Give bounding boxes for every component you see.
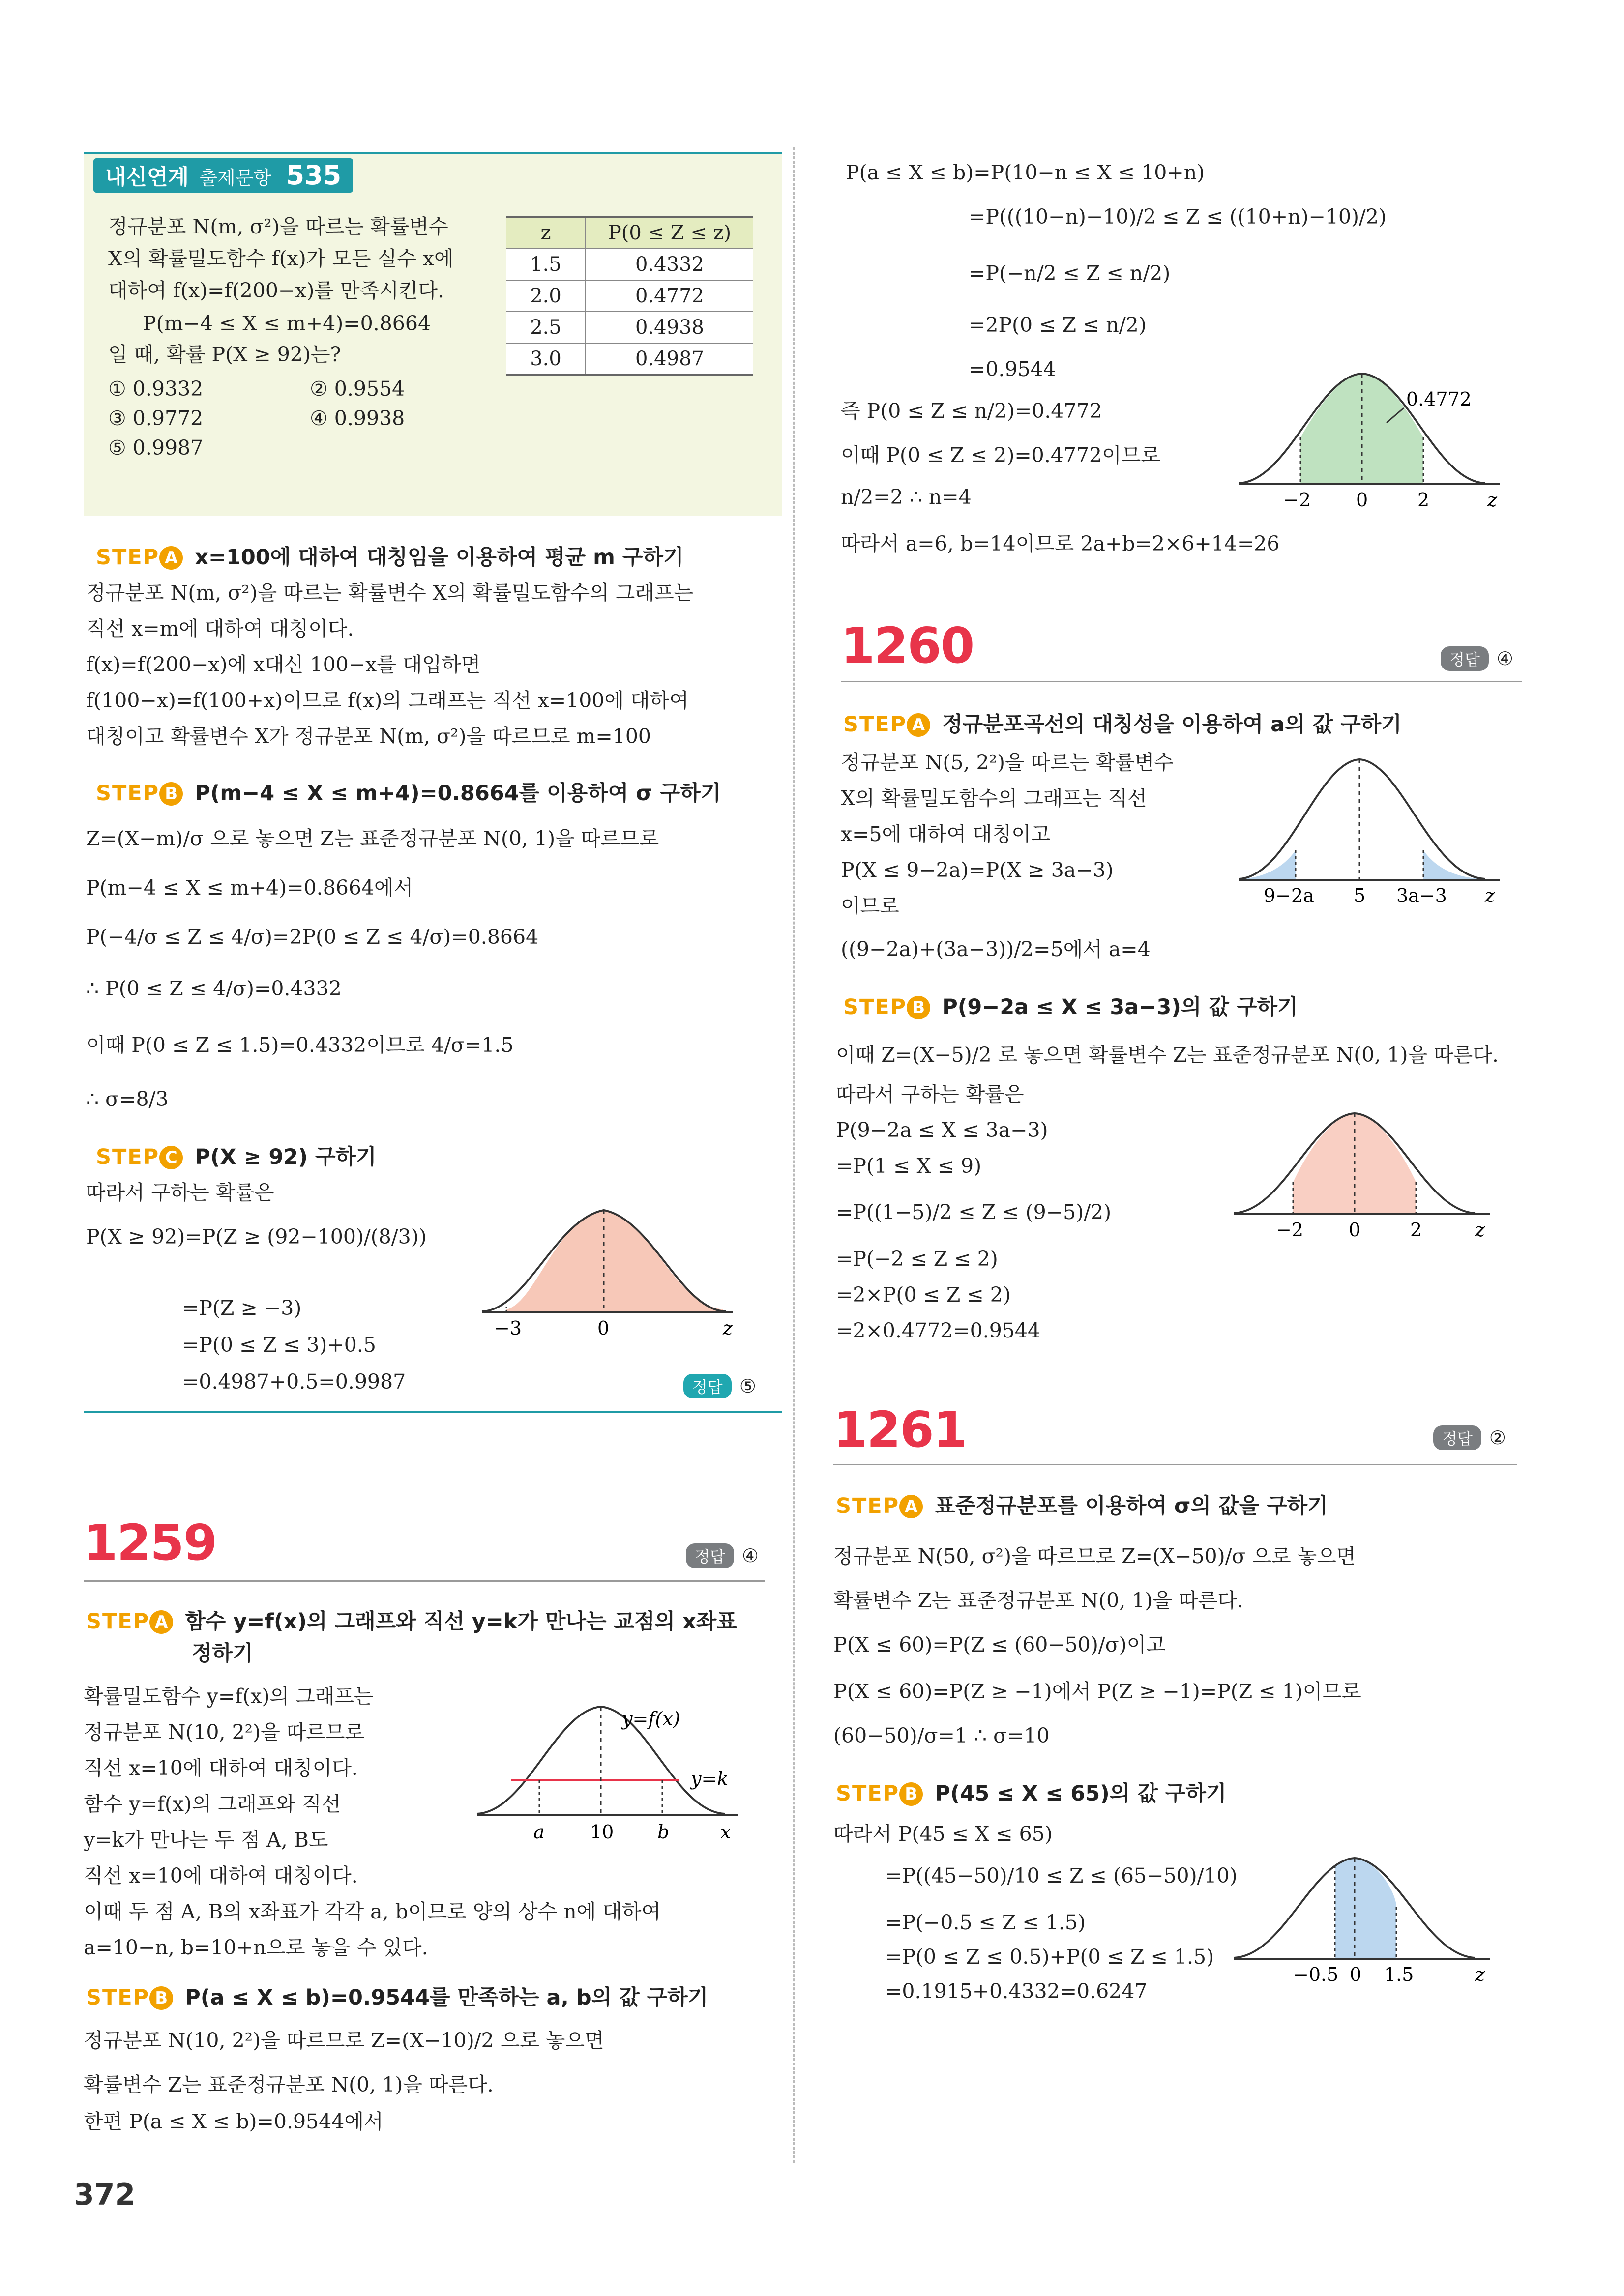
column-divider — [793, 147, 795, 2163]
step-b-1259 — [86, 1981, 708, 2011]
text-line: 직선 x=10에 대하여 대칭이다. — [84, 1864, 358, 1888]
answer-value: ④ — [741, 1545, 759, 1567]
step-badge: A — [159, 546, 183, 570]
tick-label: 10 — [590, 1821, 614, 1843]
tick-label: −2 — [1283, 489, 1311, 511]
step-a-1259 — [86, 1605, 737, 1635]
tick-label: x — [720, 1821, 731, 1843]
step-c-535 — [96, 1140, 377, 1170]
answer-badge: 정답 — [1433, 1425, 1481, 1450]
step-a-1261 — [836, 1489, 1328, 1519]
z-table-header-p: P(0 ≤ Z ≤ z) — [586, 217, 753, 249]
text-line: 정규분포 N(10, 2²)을 따르므로 Z=(X−10)/2 으로 놓으면 — [84, 2029, 604, 2052]
text-line: P(X ≤ 60)=P(Z ≤ (60−50)/σ)이고 — [833, 1633, 1166, 1657]
step-b-1260 — [843, 990, 1298, 1020]
text-line: =P(−n/2 ≤ Z ≤ n/2) — [969, 262, 1171, 285]
answer-1260 — [1441, 646, 1513, 671]
box-tag-label: 출제문항 — [199, 167, 272, 189]
step-label: STEP — [86, 1609, 150, 1634]
label-yk: y=k — [691, 1768, 729, 1790]
text-line: 확률변수 Z는 표준정규분포 N(0, 1)을 따른다. — [84, 2073, 494, 2096]
text-line: P(X ≤ 9−2a)=P(X ≥ 3a−3) — [841, 858, 1114, 882]
text-line: ((9−2a)+(3a−3))/2=5에서 a=4 — [841, 937, 1151, 961]
answer-badge: 정답 — [683, 1374, 732, 1398]
choice-1: ① 0.9332 — [108, 377, 204, 401]
z-table-cell: 0.4772 — [586, 280, 753, 312]
step-badge: B — [907, 996, 930, 1019]
step-a-535 — [96, 541, 684, 571]
tick-label: 1.5 — [1384, 1964, 1414, 1985]
tick-label: z — [1475, 1219, 1485, 1241]
text-line: P(−4/σ ≤ Z ≤ 4/σ)=2P(0 ≤ Z ≤ 4/σ)=0.8664 — [86, 925, 539, 949]
problem-rule — [841, 681, 1522, 682]
tick-label: a — [533, 1821, 545, 1843]
box-top-rule — [84, 152, 782, 154]
text-line: =P((1−5)/2 ≤ Z ≤ (9−5)/2) — [836, 1200, 1112, 1224]
box-tag-number: 535 — [286, 160, 342, 191]
problem-box-535 — [84, 152, 782, 516]
step-badge: B — [149, 1986, 173, 2010]
curve — [1239, 759, 1485, 879]
text-line: 직선 x=10에 대하여 대칭이다. — [84, 1756, 358, 1780]
step-title: P(a ≤ X ≤ b)=0.9544를 만족하는 a, b의 값 구하기 — [185, 1985, 709, 2010]
z-table-cell: 1.5 — [506, 249, 586, 280]
text-line: 함수 y=f(x)의 그래프와 직선 — [84, 1792, 341, 1816]
tick-label: −3 — [494, 1317, 522, 1339]
answer-535 — [683, 1374, 756, 1398]
text-line: =P(1 ≤ X ≤ 9) — [836, 1154, 982, 1178]
step-label: STEP — [836, 1781, 900, 1806]
tick-label: 3a−3 — [1396, 885, 1447, 906]
text-line: 한편 P(a ≤ X ≤ b)=0.9544에서 — [84, 2110, 384, 2133]
text-line: n/2=2 ∴ n=4 — [841, 485, 972, 509]
z-table-cell: 0.4987 — [586, 343, 753, 375]
text-line: 따라서 구하는 확률은 — [836, 1082, 1024, 1106]
text-line: =P(0 ≤ Z ≤ 3)+0.5 — [182, 1333, 376, 1357]
text-line: =0.9544 — [969, 357, 1056, 381]
answer-1259 — [686, 1543, 759, 1568]
text-line: a=10−n, b=10+n으로 놓을 수 있다. — [84, 1936, 428, 1959]
shaded-region — [506, 1210, 723, 1312]
problem-rule — [833, 1464, 1517, 1465]
box-bottom-rule — [84, 1411, 782, 1413]
step-badge: A — [149, 1610, 173, 1634]
step-b-535 — [96, 777, 721, 807]
text-line: P(X ≥ 92)=P(Z ≥ (92−100)/(8/3)) — [86, 1225, 427, 1249]
shaded-region — [1335, 1858, 1396, 1959]
text-line: ∴ σ=8/3 — [86, 1087, 169, 1111]
step-b-1261 — [836, 1777, 1226, 1807]
box-line-1: 정규분포 N(m, σ²)을 따르는 확률변수 — [108, 215, 448, 238]
tick-label: 0 — [597, 1317, 610, 1339]
tick-label: b — [657, 1821, 670, 1843]
label-fx: y=f(x) — [622, 1708, 680, 1730]
box-tag — [93, 158, 353, 193]
text-line: =P((45−50)/10 ≤ Z ≤ (65−50)/10) — [885, 1864, 1238, 1888]
tick-label: −2 — [1276, 1219, 1304, 1241]
text-line: x=5에 대하여 대칭이고 — [841, 822, 1051, 846]
step-label: STEP — [836, 1494, 900, 1518]
fx-yk-graph-1259 — [472, 1696, 747, 1848]
text-line: f(100−x)=f(100+x)이므로 f(x)의 그래프는 직선 x=100에 대하여 — [86, 689, 689, 712]
tick-label: z — [1475, 1964, 1485, 1985]
z-table-cell: 0.4332 — [586, 249, 753, 280]
step-title: 함수 y=f(x)의 그래프와 직선 y=k가 만나는 교점의 x좌표 — [185, 1609, 737, 1634]
step-a-1259-title2: 정하기 — [192, 1641, 253, 1666]
z-table-header-z: z — [506, 217, 586, 249]
step-badge: B — [159, 782, 183, 806]
answer-value: ④ — [1496, 648, 1513, 669]
text-line: 이므로 — [841, 894, 899, 918]
text-line: 따라서 P(45 ≤ X ≤ 65) — [833, 1822, 1053, 1846]
text-line: =2×P(0 ≤ Z ≤ 2) — [836, 1283, 1011, 1307]
box-line-5: 일 때, 확률 P(X ≥ 92)는? — [108, 343, 341, 366]
step-title: 정규분포곡선의 대칭성을 이용하여 a의 값 구하기 — [942, 712, 1402, 737]
box-line-2: X의 확률밀도함수 f(x)가 모든 실수 x에 — [108, 247, 454, 270]
z-table-cell: 0.4938 — [586, 312, 753, 343]
tick-label: 9−2a — [1264, 885, 1314, 906]
step-title: P(9−2a ≤ X ≤ 3a−3)의 값 구하기 — [942, 995, 1298, 1019]
box-line-4: P(m−4 ≤ X ≤ m+4)=0.8664 — [143, 312, 431, 335]
tick-label: 0 — [1356, 489, 1368, 511]
normal-curve-graph-1261 — [1229, 1848, 1505, 1996]
text-line: =P(Z ≥ −3) — [182, 1296, 302, 1320]
text-line: =P(−2 ≤ Z ≤ 2) — [836, 1247, 998, 1271]
tick-label: z — [1485, 885, 1495, 906]
problem-number-1261: 1261 — [833, 1401, 967, 1458]
tick-label: −0.5 — [1293, 1964, 1339, 1985]
answer-badge: 정답 — [1441, 646, 1489, 671]
tick-label: z — [723, 1317, 733, 1339]
step-title: P(m−4 ≤ X ≤ m+4)=0.8664를 이용하여 σ 구하기 — [195, 781, 721, 806]
text-line: P(9−2a ≤ X ≤ 3a−3) — [836, 1118, 1048, 1142]
text-line: 이때 P(0 ≤ Z ≤ 2)=0.4772이므로 — [841, 443, 1160, 467]
answer-badge: 정답 — [686, 1543, 734, 1568]
text-line: (60−50)/σ=1 ∴ σ=10 — [833, 1724, 1050, 1747]
choice-2: ② 0.9554 — [310, 377, 405, 401]
text-line: Z=(X−m)/σ 으로 놓으면 Z는 표준정규분포 N(0, 1)을 따르므로 — [86, 827, 659, 850]
text-line: f(x)=f(200−x)에 x대신 100−x를 대입하면 — [86, 653, 481, 676]
z-table-cell: 3.0 — [506, 343, 586, 375]
text-line: =0.4987+0.5=0.9987 — [182, 1370, 406, 1394]
text-line: X의 확률밀도함수의 그래프는 직선 — [841, 786, 1147, 810]
tick-label: 0 — [1350, 1964, 1362, 1985]
text-line: 정규분포 N(5, 2²)을 따르는 확률변수 — [841, 751, 1174, 774]
step-title: 표준정규분포를 이용하여 σ의 값을 구하기 — [935, 1494, 1328, 1518]
normal-curve-graph-1260b — [1229, 1104, 1505, 1261]
text-line: =0.1915+0.4332=0.6247 — [885, 1979, 1148, 2003]
step-label: STEP — [843, 995, 907, 1019]
normal-curve-graph-1260a — [1234, 750, 1509, 912]
text-line: 정규분포 N(10, 2²)을 따르므로 — [84, 1720, 365, 1744]
normal-curve-graph-535 — [477, 1199, 752, 1347]
shaded-label: 0.4772 — [1406, 388, 1472, 410]
text-line: 정규분포 N(50, σ²)을 따르므로 Z=(X−50)/σ 으로 놓으면 — [833, 1544, 1356, 1568]
text-line: =P(−0.5 ≤ Z ≤ 1.5) — [885, 1911, 1086, 1934]
choice-4: ④ 0.9938 — [310, 407, 405, 430]
z-table-cell: 2.5 — [506, 312, 586, 343]
z-table-cell: 2.0 — [506, 280, 586, 312]
tick-label: 0 — [1349, 1219, 1361, 1241]
text-line: y=k가 만나는 두 점 A, B도 — [84, 1828, 328, 1852]
step-title: P(X ≥ 92) 구하기 — [195, 1145, 377, 1169]
step-title: x=100에 대하여 대칭임을 이용하여 평균 m 구하기 — [195, 545, 684, 570]
text-line: =2×0.4772=0.9544 — [836, 1319, 1041, 1342]
step-title: P(45 ≤ X ≤ 65)의 값 구하기 — [935, 1781, 1227, 1806]
step-label: STEP — [96, 1145, 160, 1169]
text-line: 이때 두 점 A, B의 x좌표가 각각 a, b이므로 양의 상수 n에 대하여 — [84, 1900, 661, 1923]
text-line: =2P(0 ≤ Z ≤ n/2) — [969, 313, 1147, 337]
tick-label: z — [1487, 489, 1498, 511]
answer-1261 — [1433, 1425, 1506, 1450]
text-line: 정규분포 N(m, σ²)을 따르는 확률변수 X의 확률밀도함수의 그래프는 — [86, 581, 694, 605]
step-label: STEP — [96, 781, 160, 806]
text-line: =P(((10−n)−10)/2 ≤ Z ≤ ((10+n)−10)/2) — [969, 205, 1387, 229]
choice-5: ⑤ 0.9987 — [108, 436, 204, 460]
problem-number-1260: 1260 — [841, 617, 974, 674]
text-line: P(X ≤ 60)=P(Z ≥ −1)에서 P(Z ≥ −1)=P(Z ≤ 1)이므로 — [833, 1680, 1361, 1703]
choice-3: ③ 0.9772 — [108, 407, 204, 430]
text-line: P(a ≤ X ≤ b)=P(10−n ≤ X ≤ 10+n) — [846, 161, 1205, 184]
text-line: 따라서 구하는 확률은 — [86, 1181, 274, 1204]
answer-value: ⑤ — [739, 1375, 756, 1397]
step-a-1260 — [843, 708, 1402, 738]
text-line: 확률변수 Z는 표준정규분포 N(0, 1)을 따른다. — [833, 1589, 1243, 1612]
normal-curve-graph-cont — [1234, 364, 1509, 516]
tick-label: 5 — [1354, 885, 1366, 906]
text-line: 이때 Z=(X−5)/2 로 놓으면 확률변수 Z는 표준정규분포 N(0, 1)을 따른다. — [836, 1043, 1499, 1067]
text-line: 대칭이고 확률변수 X가 정규분포 N(m, σ²)을 따르므로 m=100 — [86, 725, 651, 748]
problem-number-1259: 1259 — [84, 1514, 217, 1571]
step-label: STEP — [96, 545, 160, 570]
tick-label: 2 — [1417, 489, 1430, 511]
box-line-3: 대하여 f(x)=f(200−x)를 만족시킨다. — [108, 279, 444, 302]
text-line: =P(0 ≤ Z ≤ 0.5)+P(0 ≤ Z ≤ 1.5) — [885, 1945, 1214, 1969]
text-line: 확률밀도함수 y=f(x)의 그래프는 — [84, 1685, 374, 1708]
step-label: STEP — [86, 1985, 150, 2010]
tick-label: 2 — [1410, 1219, 1422, 1241]
step-badge: C — [159, 1146, 183, 1169]
step-label: STEP — [843, 712, 907, 737]
z-table — [506, 216, 753, 376]
text-line: ∴ P(0 ≤ Z ≤ 4/σ)=0.4332 — [86, 977, 342, 1000]
page-number: 372 — [74, 2178, 136, 2212]
text-line: 이때 P(0 ≤ Z ≤ 1.5)=0.4332이므로 4/σ=1.5 — [86, 1033, 514, 1057]
step-badge: A — [899, 1495, 923, 1518]
text-line: 직선 x=m에 대하여 대칭이다. — [86, 617, 354, 640]
text-line: 즉 P(0 ≤ Z ≤ n/2)=0.4772 — [841, 399, 1102, 423]
text-line: P(m−4 ≤ X ≤ m+4)=0.8664에서 — [86, 876, 413, 900]
text-line: 따라서 a=6, b=14이므로 2a+b=2×6+14=26 — [841, 532, 1280, 555]
box-tag-prefix: 내신연계 — [105, 165, 189, 190]
step-badge: A — [907, 713, 930, 737]
answer-value: ② — [1489, 1427, 1506, 1449]
step-badge: B — [899, 1782, 923, 1806]
problem-rule — [84, 1580, 765, 1582]
